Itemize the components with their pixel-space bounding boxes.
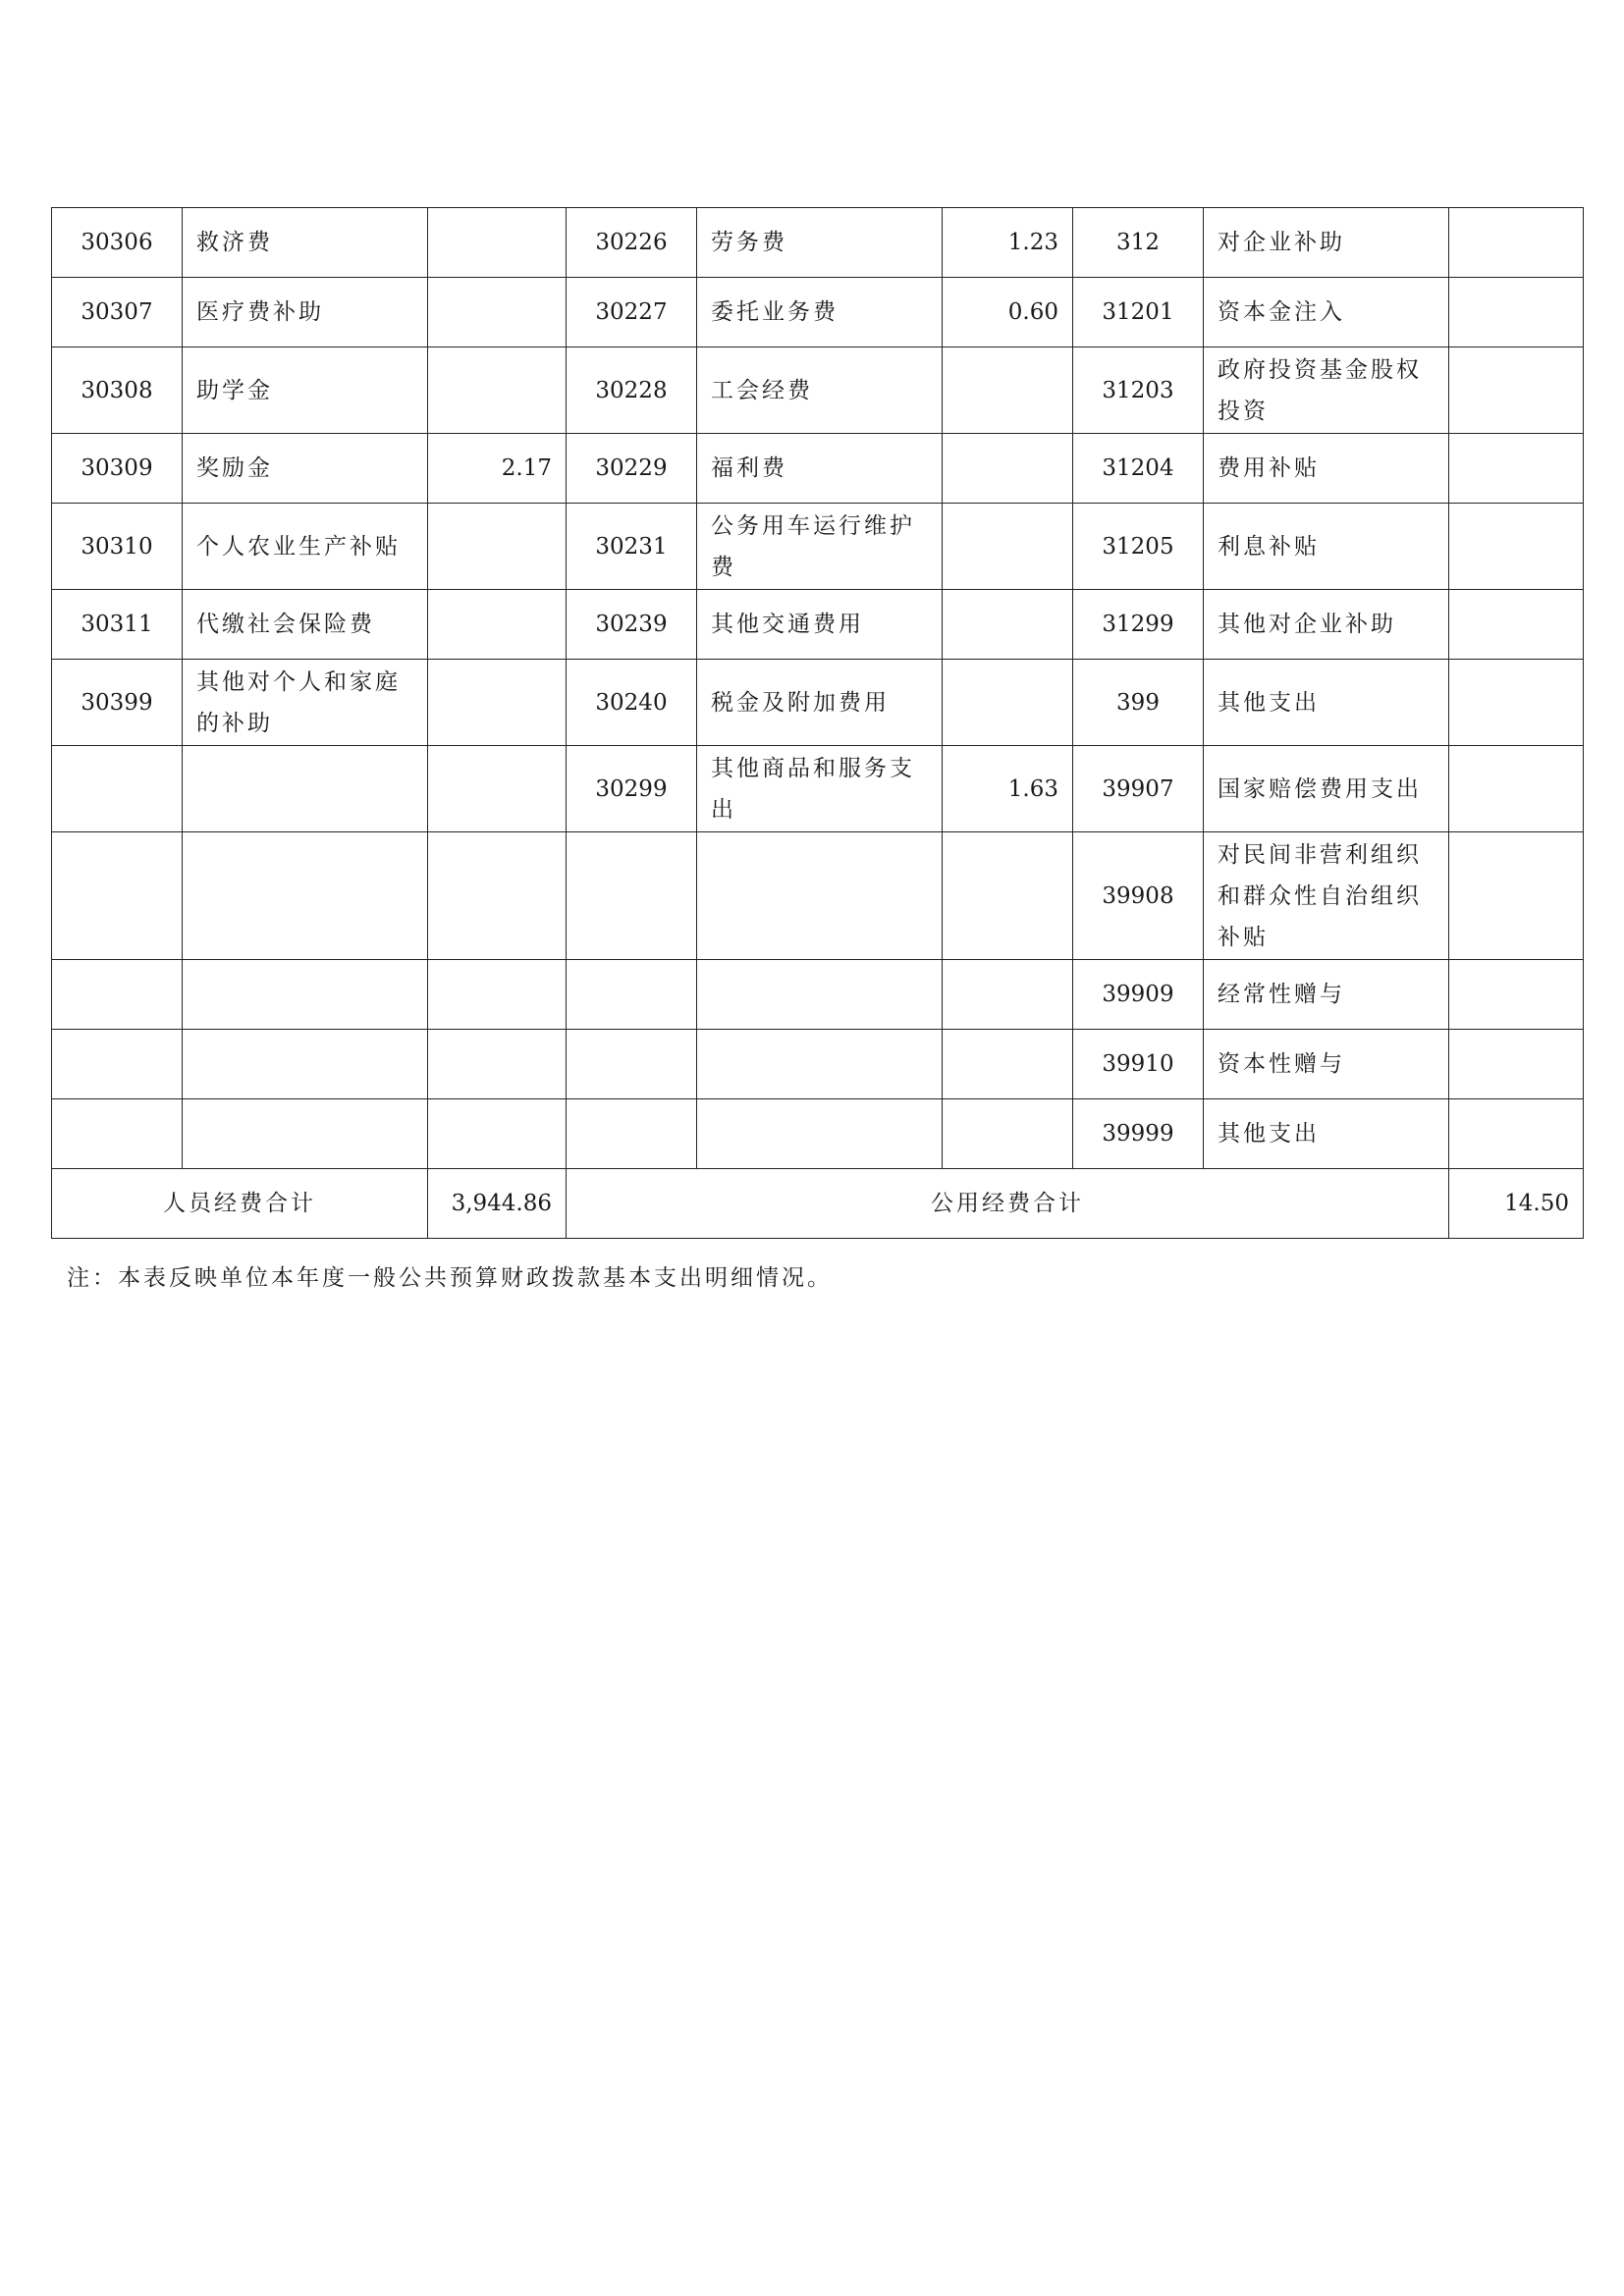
goods-services-code: 30228 xyxy=(567,347,697,434)
goods-services-amount: 1.23 xyxy=(943,208,1073,278)
other-expense-code: 399 xyxy=(1073,660,1204,746)
personnel-item-name: 个人农业生产补贴 xyxy=(183,504,428,590)
personnel-item-name: 其他对个人和家庭的补助 xyxy=(183,660,428,746)
table-row xyxy=(52,1030,1584,1099)
other-expense-code: 31204 xyxy=(1073,434,1204,504)
personnel-amount xyxy=(428,504,567,590)
personnel-code: 30309 xyxy=(52,434,183,504)
personnel-item-name: 代缴社会保险费 xyxy=(183,590,428,660)
personnel-total-amount: 3,944.86 xyxy=(428,1169,567,1239)
personnel-item-name: 奖励金 xyxy=(183,434,428,504)
goods-services-code: 30240 xyxy=(567,660,697,746)
table-row xyxy=(52,208,1584,278)
goods-services-code xyxy=(567,960,697,1030)
goods-services-code: 30299 xyxy=(567,746,697,832)
goods-services-item-name xyxy=(697,832,943,960)
other-expense-amount xyxy=(1449,660,1584,746)
other-expense-code: 39909 xyxy=(1073,960,1204,1030)
personnel-code xyxy=(52,832,183,960)
goods-services-item-name: 公务用车运行维护费 xyxy=(697,504,943,590)
goods-services-code: 30227 xyxy=(567,278,697,347)
goods-services-amount: 0.60 xyxy=(943,278,1073,347)
personnel-code: 30307 xyxy=(52,278,183,347)
table-footnote: 注：本表反映单位本年度一般公共预算财政拨款基本支出明细情况。 xyxy=(67,1265,833,1291)
other-expense-amount xyxy=(1449,1099,1584,1169)
goods-services-code: 30226 xyxy=(567,208,697,278)
personnel-item-name: 助学金 xyxy=(183,347,428,434)
other-expense-item-name: 其他支出 xyxy=(1204,1099,1449,1169)
goods-services-item-name: 工会经费 xyxy=(697,347,943,434)
table-row xyxy=(52,832,1584,960)
public-total-amount: 14.50 xyxy=(1449,1169,1584,1239)
other-expense-amount xyxy=(1449,1030,1584,1099)
personnel-item-name: 救济费 xyxy=(183,208,428,278)
personnel-code xyxy=(52,746,183,832)
goods-services-amount xyxy=(943,1030,1073,1099)
personnel-code xyxy=(52,960,183,1030)
other-expense-code: 39910 xyxy=(1073,1030,1204,1099)
goods-services-code xyxy=(567,1030,697,1099)
other-expense-item-name: 经常性赠与 xyxy=(1204,960,1449,1030)
other-expense-amount xyxy=(1449,434,1584,504)
expenditure-detail-table xyxy=(51,207,1584,1239)
personnel-code xyxy=(52,1099,183,1169)
goods-services-code: 30239 xyxy=(567,590,697,660)
goods-services-amount xyxy=(943,1099,1073,1169)
personnel-amount xyxy=(428,1099,567,1169)
totals-row xyxy=(52,1169,1584,1239)
personnel-amount xyxy=(428,660,567,746)
goods-services-item-name: 劳务费 xyxy=(697,208,943,278)
goods-services-code: 30231 xyxy=(567,504,697,590)
personnel-code: 30306 xyxy=(52,208,183,278)
other-expense-item-name: 资本性赠与 xyxy=(1204,1030,1449,1099)
other-expense-code: 39908 xyxy=(1073,832,1204,960)
table-row xyxy=(52,590,1584,660)
other-expense-code: 31205 xyxy=(1073,504,1204,590)
personnel-amount xyxy=(428,347,567,434)
other-expense-item-name: 国家赔偿费用支出 xyxy=(1204,746,1449,832)
table-row xyxy=(52,504,1584,590)
other-expense-item-name: 政府投资基金股权投资 xyxy=(1204,347,1449,434)
other-expense-item-name: 费用补贴 xyxy=(1204,434,1449,504)
goods-services-amount xyxy=(943,960,1073,1030)
other-expense-amount xyxy=(1449,208,1584,278)
goods-services-amount xyxy=(943,590,1073,660)
personnel-total-label: 人员经费合计 xyxy=(52,1169,428,1239)
other-expense-amount xyxy=(1449,832,1584,960)
other-expense-item-name: 对企业补助 xyxy=(1204,208,1449,278)
goods-services-item-name xyxy=(697,1030,943,1099)
goods-services-amount xyxy=(943,832,1073,960)
personnel-item-name xyxy=(183,832,428,960)
other-expense-code: 31299 xyxy=(1073,590,1204,660)
goods-services-item-name xyxy=(697,1099,943,1169)
personnel-code: 30310 xyxy=(52,504,183,590)
personnel-code: 30399 xyxy=(52,660,183,746)
personnel-item-name xyxy=(183,1030,428,1099)
other-expense-item-name: 其他支出 xyxy=(1204,660,1449,746)
other-expense-amount xyxy=(1449,960,1584,1030)
goods-services-item-name: 福利费 xyxy=(697,434,943,504)
personnel-code: 30308 xyxy=(52,347,183,434)
personnel-amount xyxy=(428,590,567,660)
goods-services-amount xyxy=(943,434,1073,504)
personnel-code: 30311 xyxy=(52,590,183,660)
other-expense-amount xyxy=(1449,278,1584,347)
other-expense-amount xyxy=(1449,746,1584,832)
goods-services-item-name: 其他交通费用 xyxy=(697,590,943,660)
table-row xyxy=(52,434,1584,504)
other-expense-code: 39907 xyxy=(1073,746,1204,832)
goods-services-item-name: 税金及附加费用 xyxy=(697,660,943,746)
goods-services-amount xyxy=(943,504,1073,590)
other-expense-code: 31201 xyxy=(1073,278,1204,347)
goods-services-code: 30229 xyxy=(567,434,697,504)
other-expense-item-name: 对民间非营利组织和群众性自治组织补贴 xyxy=(1204,832,1449,960)
goods-services-amount xyxy=(943,660,1073,746)
other-expense-amount xyxy=(1449,590,1584,660)
goods-services-item-name xyxy=(697,960,943,1030)
personnel-item-name: 医疗费补助 xyxy=(183,278,428,347)
personnel-amount xyxy=(428,1030,567,1099)
table-row xyxy=(52,1099,1584,1169)
personnel-amount xyxy=(428,746,567,832)
goods-services-amount xyxy=(943,347,1073,434)
table-row xyxy=(52,746,1584,832)
table-row xyxy=(52,660,1584,746)
other-expense-item-name: 利息补贴 xyxy=(1204,504,1449,590)
personnel-amount: 2.17 xyxy=(428,434,567,504)
table-row xyxy=(52,347,1584,434)
goods-services-amount: 1.63 xyxy=(943,746,1073,832)
personnel-amount xyxy=(428,208,567,278)
personnel-amount xyxy=(428,832,567,960)
other-expense-amount xyxy=(1449,347,1584,434)
other-expense-item-name: 其他对企业补助 xyxy=(1204,590,1449,660)
goods-services-item-name: 委托业务费 xyxy=(697,278,943,347)
personnel-amount xyxy=(428,960,567,1030)
other-expense-item-name: 资本金注入 xyxy=(1204,278,1449,347)
personnel-item-name xyxy=(183,1099,428,1169)
personnel-amount xyxy=(428,278,567,347)
goods-services-item-name: 其他商品和服务支出 xyxy=(697,746,943,832)
other-expense-code: 312 xyxy=(1073,208,1204,278)
goods-services-code xyxy=(567,832,697,960)
table-row xyxy=(52,960,1584,1030)
table-row xyxy=(52,278,1584,347)
public-total-label: 公用经费合计 xyxy=(567,1169,1449,1239)
personnel-code xyxy=(52,1030,183,1099)
personnel-item-name xyxy=(183,746,428,832)
other-expense-amount xyxy=(1449,504,1584,590)
personnel-item-name xyxy=(183,960,428,1030)
other-expense-code: 31203 xyxy=(1073,347,1204,434)
other-expense-code: 39999 xyxy=(1073,1099,1204,1169)
goods-services-code xyxy=(567,1099,697,1169)
